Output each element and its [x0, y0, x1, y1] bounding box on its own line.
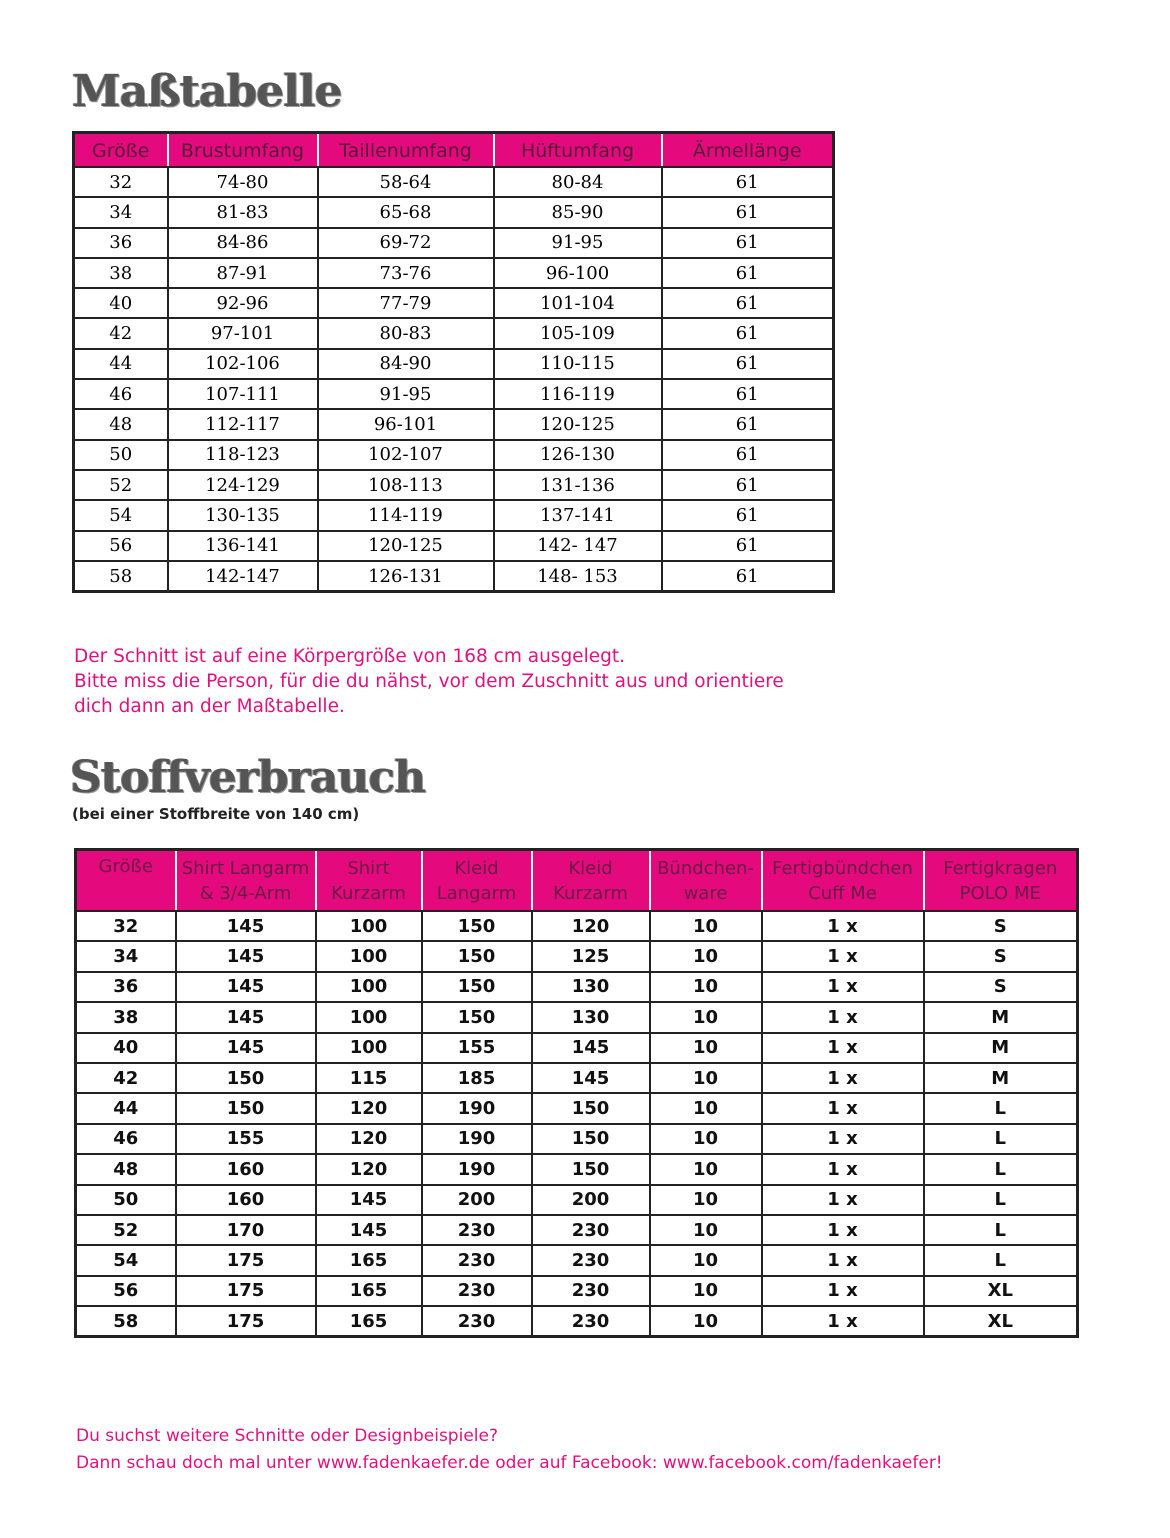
fabric-usage-header-line: Cuff Me [808, 882, 877, 904]
fabric-usage-cell: 120 [316, 1093, 422, 1123]
size-chart-cell: 61 [662, 409, 834, 439]
size-chart-cell: 77-79 [318, 288, 494, 318]
fabric-usage-cell: 125 [532, 941, 650, 971]
fabric-usage-cell: 1 x [762, 1185, 924, 1215]
size-chart-cell: 61 [662, 349, 834, 379]
fabric-usage-cell: 165 [316, 1306, 422, 1337]
fabric-usage-cell: 160 [176, 1185, 316, 1215]
size-chart-cell: 54 [74, 500, 168, 530]
size-chart-row [74, 167, 834, 197]
size-chart-cell: 148- 153 [494, 561, 662, 592]
size-chart-cell: 52 [74, 470, 168, 500]
size-chart-cell: 56 [74, 531, 168, 561]
fabric-usage-cell: 10 [650, 1124, 762, 1154]
fabric-usage-cell: 150 [532, 1124, 650, 1154]
footer-note [76, 1423, 943, 1477]
size-chart-row [74, 531, 834, 561]
size-chart-cell: 61 [662, 531, 834, 561]
size-chart-cell: 61 [662, 167, 834, 197]
size-chart-cell: 91-95 [494, 228, 662, 258]
fabric-usage-cell: 10 [650, 911, 762, 941]
fabric-usage-cell: 145 [176, 911, 316, 941]
fabric-usage-cell: M [924, 1063, 1078, 1093]
fabric-usage-header-cell [762, 850, 924, 912]
size-chart-cell: 114-119 [318, 500, 494, 530]
fabric-usage-cell: 1 x [762, 1063, 924, 1093]
fabric-usage-header-line: Größe [98, 856, 153, 877]
size-chart-row [74, 409, 834, 439]
size-chart-cell: 108-113 [318, 470, 494, 500]
size-chart-cell: 61 [662, 440, 834, 470]
fabric-usage-cell: 230 [422, 1276, 532, 1306]
fabric-usage-cell: M [924, 1002, 1078, 1032]
fabric-width-note: (bei einer Stoffbreite von 140 cm) [72, 805, 360, 823]
fabric-usage-cell: 190 [422, 1154, 532, 1184]
fabric-usage-cell: L [924, 1154, 1078, 1184]
fabric-usage-cell: 120 [532, 911, 650, 941]
fabric-usage-cell: 100 [316, 911, 422, 941]
size-chart-cell: 120-125 [318, 531, 494, 561]
fabric-usage-cell: 150 [176, 1093, 316, 1123]
fabric-usage-cell: 1 x [762, 941, 924, 971]
fabric-usage-row [76, 1306, 1078, 1337]
fabric-usage-header-line: Kleid [454, 857, 499, 879]
fabric-usage-row [76, 972, 1078, 1002]
fabric-usage-row [76, 1245, 1078, 1275]
fabric-usage-cell: S [924, 911, 1078, 941]
size-chart-cell: 50 [74, 440, 168, 470]
size-chart-cell: 81-83 [168, 197, 318, 227]
fabric-usage-cell: 48 [76, 1154, 176, 1184]
fabric-usage-cell: 175 [176, 1276, 316, 1306]
size-chart-cell: 102-106 [168, 349, 318, 379]
fabric-usage-header-cell [650, 850, 762, 912]
size-chart-cell: 137-141 [494, 500, 662, 530]
size-chart-header-cell: Taillenumfang [318, 133, 494, 168]
size-chart-cell: 116-119 [494, 379, 662, 409]
fabric-usage-table [74, 848, 1079, 1338]
size-chart-cell: 80-84 [494, 167, 662, 197]
size-chart-cell: 136-141 [168, 531, 318, 561]
fabric-usage-cell: 54 [76, 1245, 176, 1275]
fabric-usage-cell: 42 [76, 1063, 176, 1093]
fabric-usage-cell: L [924, 1093, 1078, 1123]
size-note-line: dich dann an der Maßtabelle. [74, 696, 345, 717]
fabric-usage-cell: 115 [316, 1063, 422, 1093]
fabric-usage-row [76, 1063, 1078, 1093]
footer-line: Du suchst weitere Schnitte oder Designbeispiele? [76, 1426, 498, 1446]
size-chart-row [74, 258, 834, 288]
size-note [74, 644, 784, 719]
size-chart-cell: 105-109 [494, 318, 662, 348]
fabric-usage-header-line: Shirt Langarm [181, 857, 310, 879]
size-chart-cell: 92-96 [168, 288, 318, 318]
fabric-usage-cell: 130 [532, 972, 650, 1002]
fabric-usage-cell: 52 [76, 1215, 176, 1245]
size-chart-cell: 48 [74, 409, 168, 439]
fabric-usage-cell: 10 [650, 1245, 762, 1275]
size-chart-cell: 36 [74, 228, 168, 258]
fabric-usage-header-line: ware [683, 882, 728, 904]
size-chart-cell: 73-76 [318, 258, 494, 288]
size-chart-row [74, 500, 834, 530]
size-chart-header-row [74, 133, 834, 168]
fabric-usage-cell: S [924, 972, 1078, 1002]
fabric-usage-cell: S [924, 941, 1078, 971]
size-note-line: Bitte miss die Person, für die du nähst, vor dem Zuschnitt aus und orientiere [74, 671, 784, 692]
size-chart-cell: 131-136 [494, 470, 662, 500]
size-note-line: Der Schnitt ist auf eine Körpergröße von 168 cm ausgelegt. [74, 646, 625, 667]
size-chart-cell: 61 [662, 288, 834, 318]
size-chart-row [74, 561, 834, 592]
fabric-usage-header-cell [422, 850, 532, 912]
fabric-usage-cell: 1 x [762, 1276, 924, 1306]
size-chart-cell: 142- 147 [494, 531, 662, 561]
fabric-usage-cell: 230 [422, 1245, 532, 1275]
fabric-usage-cell: 10 [650, 1063, 762, 1093]
fabric-usage-cell: 155 [422, 1033, 532, 1063]
fabric-usage-cell: 230 [532, 1215, 650, 1245]
size-chart-cell: 80-83 [318, 318, 494, 348]
fabric-usage-cell: 145 [316, 1215, 422, 1245]
fabric-usage-cell: 145 [176, 941, 316, 971]
size-chart-cell: 87-91 [168, 258, 318, 288]
fabric-usage-header-row [76, 850, 1078, 912]
size-chart-cell: 112-117 [168, 409, 318, 439]
fabric-usage-row [76, 1215, 1078, 1245]
fabric-usage-header-line: POLO ME [959, 882, 1041, 904]
fabric-usage-cell: 10 [650, 1033, 762, 1063]
fabric-usage-header-line [77, 879, 175, 904]
fabric-usage-cell: 230 [422, 1215, 532, 1245]
fabric-usage-cell: 145 [176, 1033, 316, 1063]
size-chart-cell: 40 [74, 288, 168, 318]
fabric-usage-cell: 36 [76, 972, 176, 1002]
fabric-usage-cell: 10 [650, 972, 762, 1002]
size-chart-cell: 46 [74, 379, 168, 409]
fabric-usage-cell: 200 [422, 1185, 532, 1215]
fabric-usage-row [76, 1033, 1078, 1063]
fabric-usage-cell: XL [924, 1306, 1078, 1337]
size-chart-cell: 65-68 [318, 197, 494, 227]
fabric-usage-row [76, 1276, 1078, 1306]
size-chart-cell: 120-125 [494, 409, 662, 439]
fabric-usage-cell: 1 x [762, 1033, 924, 1063]
fabric-usage-cell: 145 [176, 972, 316, 1002]
fabric-usage-header-line: Kurzarm [331, 882, 406, 904]
fabric-usage-cell: 100 [316, 972, 422, 1002]
fabric-usage-cell: 150 [176, 1063, 316, 1093]
fabric-usage-cell: L [924, 1124, 1078, 1154]
fabric-usage-cell: 130 [532, 1002, 650, 1032]
size-chart-cell: 126-131 [318, 561, 494, 592]
fabric-usage-cell: 150 [422, 1002, 532, 1032]
fabric-usage-header-line: & 3/4-Arm [199, 882, 292, 904]
fabric-usage-cell: 165 [316, 1276, 422, 1306]
size-chart-cell: 130-135 [168, 500, 318, 530]
fabric-usage-cell: 10 [650, 1276, 762, 1306]
fabric-usage-cell: 10 [650, 941, 762, 971]
fabric-usage-cell: 230 [532, 1276, 650, 1306]
size-chart-header-cell: Größe [74, 133, 168, 168]
fabric-usage-cell: 190 [422, 1124, 532, 1154]
fabric-usage-cell: 120 [316, 1154, 422, 1184]
fabric-usage-cell: 175 [176, 1245, 316, 1275]
size-chart-header-cell: Hüftumfang [494, 133, 662, 168]
fabric-usage-cell: 10 [650, 1154, 762, 1184]
fabric-usage-cell: L [924, 1245, 1078, 1275]
size-chart-row [74, 228, 834, 258]
fabric-usage-header-cell [924, 850, 1078, 912]
size-chart-cell: 84-86 [168, 228, 318, 258]
fabric-usage-cell: 230 [532, 1306, 650, 1337]
fabric-usage-cell: 1 x [762, 1215, 924, 1245]
fabric-usage-cell: 1 x [762, 1306, 924, 1337]
fabric-usage-cell: 145 [532, 1063, 650, 1093]
size-chart-cell: 61 [662, 561, 834, 592]
fabric-usage-cell: 32 [76, 911, 176, 941]
size-chart-header-cell: Brustumfang [168, 133, 318, 168]
fabric-usage-cell: 175 [176, 1306, 316, 1337]
size-chart-row [74, 318, 834, 348]
fabric-usage-cell: 1 x [762, 972, 924, 1002]
fabric-usage-row [76, 1154, 1078, 1184]
fabric-usage-cell: 10 [650, 1002, 762, 1032]
size-chart-table [72, 131, 835, 593]
size-chart-cell: 58-64 [318, 167, 494, 197]
fabric-usage-cell: 50 [76, 1185, 176, 1215]
fabric-usage-header-cell [176, 850, 316, 912]
size-chart-cell: 44 [74, 349, 168, 379]
footer-line: Dann schau doch mal unter www.fadenkaefer.de oder auf Facebook: www.facebook.com/fadenkaefer! [76, 1453, 943, 1473]
fabric-usage-cell: 190 [422, 1093, 532, 1123]
size-chart-row [74, 470, 834, 500]
fabric-usage-cell: 10 [650, 1215, 762, 1245]
fabric-usage-header-line: Langarm [436, 882, 517, 904]
fabric-usage-header-line: Shirt [347, 857, 390, 879]
fabric-usage-cell: 185 [422, 1063, 532, 1093]
fabric-usage-cell: 200 [532, 1185, 650, 1215]
fabric-usage-cell: 38 [76, 1002, 176, 1032]
fabric-usage-cell: 10 [650, 1093, 762, 1123]
size-chart-cell: 84-90 [318, 349, 494, 379]
fabric-usage-cell: 120 [316, 1124, 422, 1154]
size-chart-cell: 58 [74, 561, 168, 592]
size-chart-cell: 61 [662, 379, 834, 409]
size-chart-cell: 101-104 [494, 288, 662, 318]
size-chart-cell: 85-90 [494, 197, 662, 227]
fabric-usage-cell: 100 [316, 1002, 422, 1032]
size-chart-cell: 61 [662, 318, 834, 348]
fabric-usage-header-cell [532, 850, 650, 912]
size-chart-cell: 61 [662, 258, 834, 288]
size-chart-cell: 142-147 [168, 561, 318, 592]
size-chart-cell: 124-129 [168, 470, 318, 500]
fabric-usage-cell: 10 [650, 1185, 762, 1215]
fabric-usage-cell: 145 [316, 1185, 422, 1215]
fabric-usage-cell: 46 [76, 1124, 176, 1154]
fabric-usage-row [76, 1124, 1078, 1154]
fabric-usage-header-line: Kurzarm [553, 882, 628, 904]
size-chart-cell: 42 [74, 318, 168, 348]
size-chart-cell: 97-101 [168, 318, 318, 348]
fabric-usage-cell: XL [924, 1276, 1078, 1306]
size-chart-cell: 38 [74, 258, 168, 288]
fabric-usage-cell: 155 [176, 1124, 316, 1154]
fabric-usage-cell: 1 x [762, 1124, 924, 1154]
fabric-usage-cell: L [924, 1215, 1078, 1245]
fabric-usage-cell: 10 [650, 1306, 762, 1337]
size-chart-cell: 96-100 [494, 258, 662, 288]
size-chart-cell: 61 [662, 470, 834, 500]
fabric-usage-cell: 1 x [762, 1002, 924, 1032]
size-chart-cell: 32 [74, 167, 168, 197]
fabric-usage-cell: 34 [76, 941, 176, 971]
size-chart-cell: 61 [662, 197, 834, 227]
fabric-usage-cell: 1 x [762, 911, 924, 941]
size-chart-cell: 126-130 [494, 440, 662, 470]
size-chart-cell: 34 [74, 197, 168, 227]
size-chart-cell: 74-80 [168, 167, 318, 197]
size-chart-row [74, 197, 834, 227]
size-chart-cell: 118-123 [168, 440, 318, 470]
fabric-usage-row [76, 941, 1078, 971]
fabric-usage-cell: M [924, 1033, 1078, 1063]
fabric-usage-cell: 44 [76, 1093, 176, 1123]
fabric-usage-cell: 160 [176, 1154, 316, 1184]
size-chart-cell: 96-101 [318, 409, 494, 439]
fabric-usage-row [76, 1002, 1078, 1032]
fabric-usage-header-cell [76, 850, 176, 912]
fabric-usage-cell: 56 [76, 1276, 176, 1306]
fabric-usage-row [76, 911, 1078, 941]
size-chart-cell: 110-115 [494, 349, 662, 379]
fabric-usage-cell: 150 [532, 1154, 650, 1184]
fabric-usage-header-line: Fertigbündchen [772, 857, 913, 879]
fabric-usage-cell: 150 [422, 972, 532, 1002]
size-chart-cell: 102-107 [318, 440, 494, 470]
fabric-usage-cell: 165 [316, 1245, 422, 1275]
fabric-usage-cell: 1 x [762, 1154, 924, 1184]
fabric-usage-cell: 40 [76, 1033, 176, 1063]
fabric-usage-cell: 230 [422, 1306, 532, 1337]
size-chart-cell: 91-95 [318, 379, 494, 409]
fabric-usage-header-cell [316, 850, 422, 912]
fabric-usage-cell: 145 [532, 1033, 650, 1063]
fabric-usage-cell: 1 x [762, 1245, 924, 1275]
fabric-usage-row [76, 1185, 1078, 1215]
fabric-usage-row [76, 1093, 1078, 1123]
fabric-usage-cell: 150 [532, 1093, 650, 1123]
fabric-usage-header-line: Fertigkragen [943, 857, 1058, 879]
fabric-usage-cell: 100 [316, 941, 422, 971]
fabric-usage-cell: 230 [532, 1245, 650, 1275]
size-chart-row [74, 379, 834, 409]
fabric-usage-header-line: Bündchen- [657, 857, 754, 879]
size-chart-cell: 61 [662, 500, 834, 530]
fabric-usage-cell: 1 x [762, 1093, 924, 1123]
size-chart-row [74, 349, 834, 379]
size-chart-cell: 61 [662, 228, 834, 258]
fabric-usage-cell: 58 [76, 1306, 176, 1337]
size-chart-title: Maßtabelle [72, 66, 342, 117]
size-chart-row [74, 440, 834, 470]
size-chart-cell: 107-111 [168, 379, 318, 409]
fabric-usage-cell: L [924, 1185, 1078, 1215]
fabric-usage-cell: 150 [422, 911, 532, 941]
size-chart-header-cell: Ärmellänge [662, 133, 834, 168]
size-chart-cell: 69-72 [318, 228, 494, 258]
size-chart-row [74, 288, 834, 318]
fabric-usage-cell: 150 [422, 941, 532, 971]
fabric-usage-cell: 145 [176, 1002, 316, 1032]
fabric-usage-title: Stoffverbrauch [70, 752, 426, 803]
fabric-usage-cell: 170 [176, 1215, 316, 1245]
fabric-usage-cell: 100 [316, 1033, 422, 1063]
fabric-usage-header-line: Kleid [568, 857, 613, 879]
